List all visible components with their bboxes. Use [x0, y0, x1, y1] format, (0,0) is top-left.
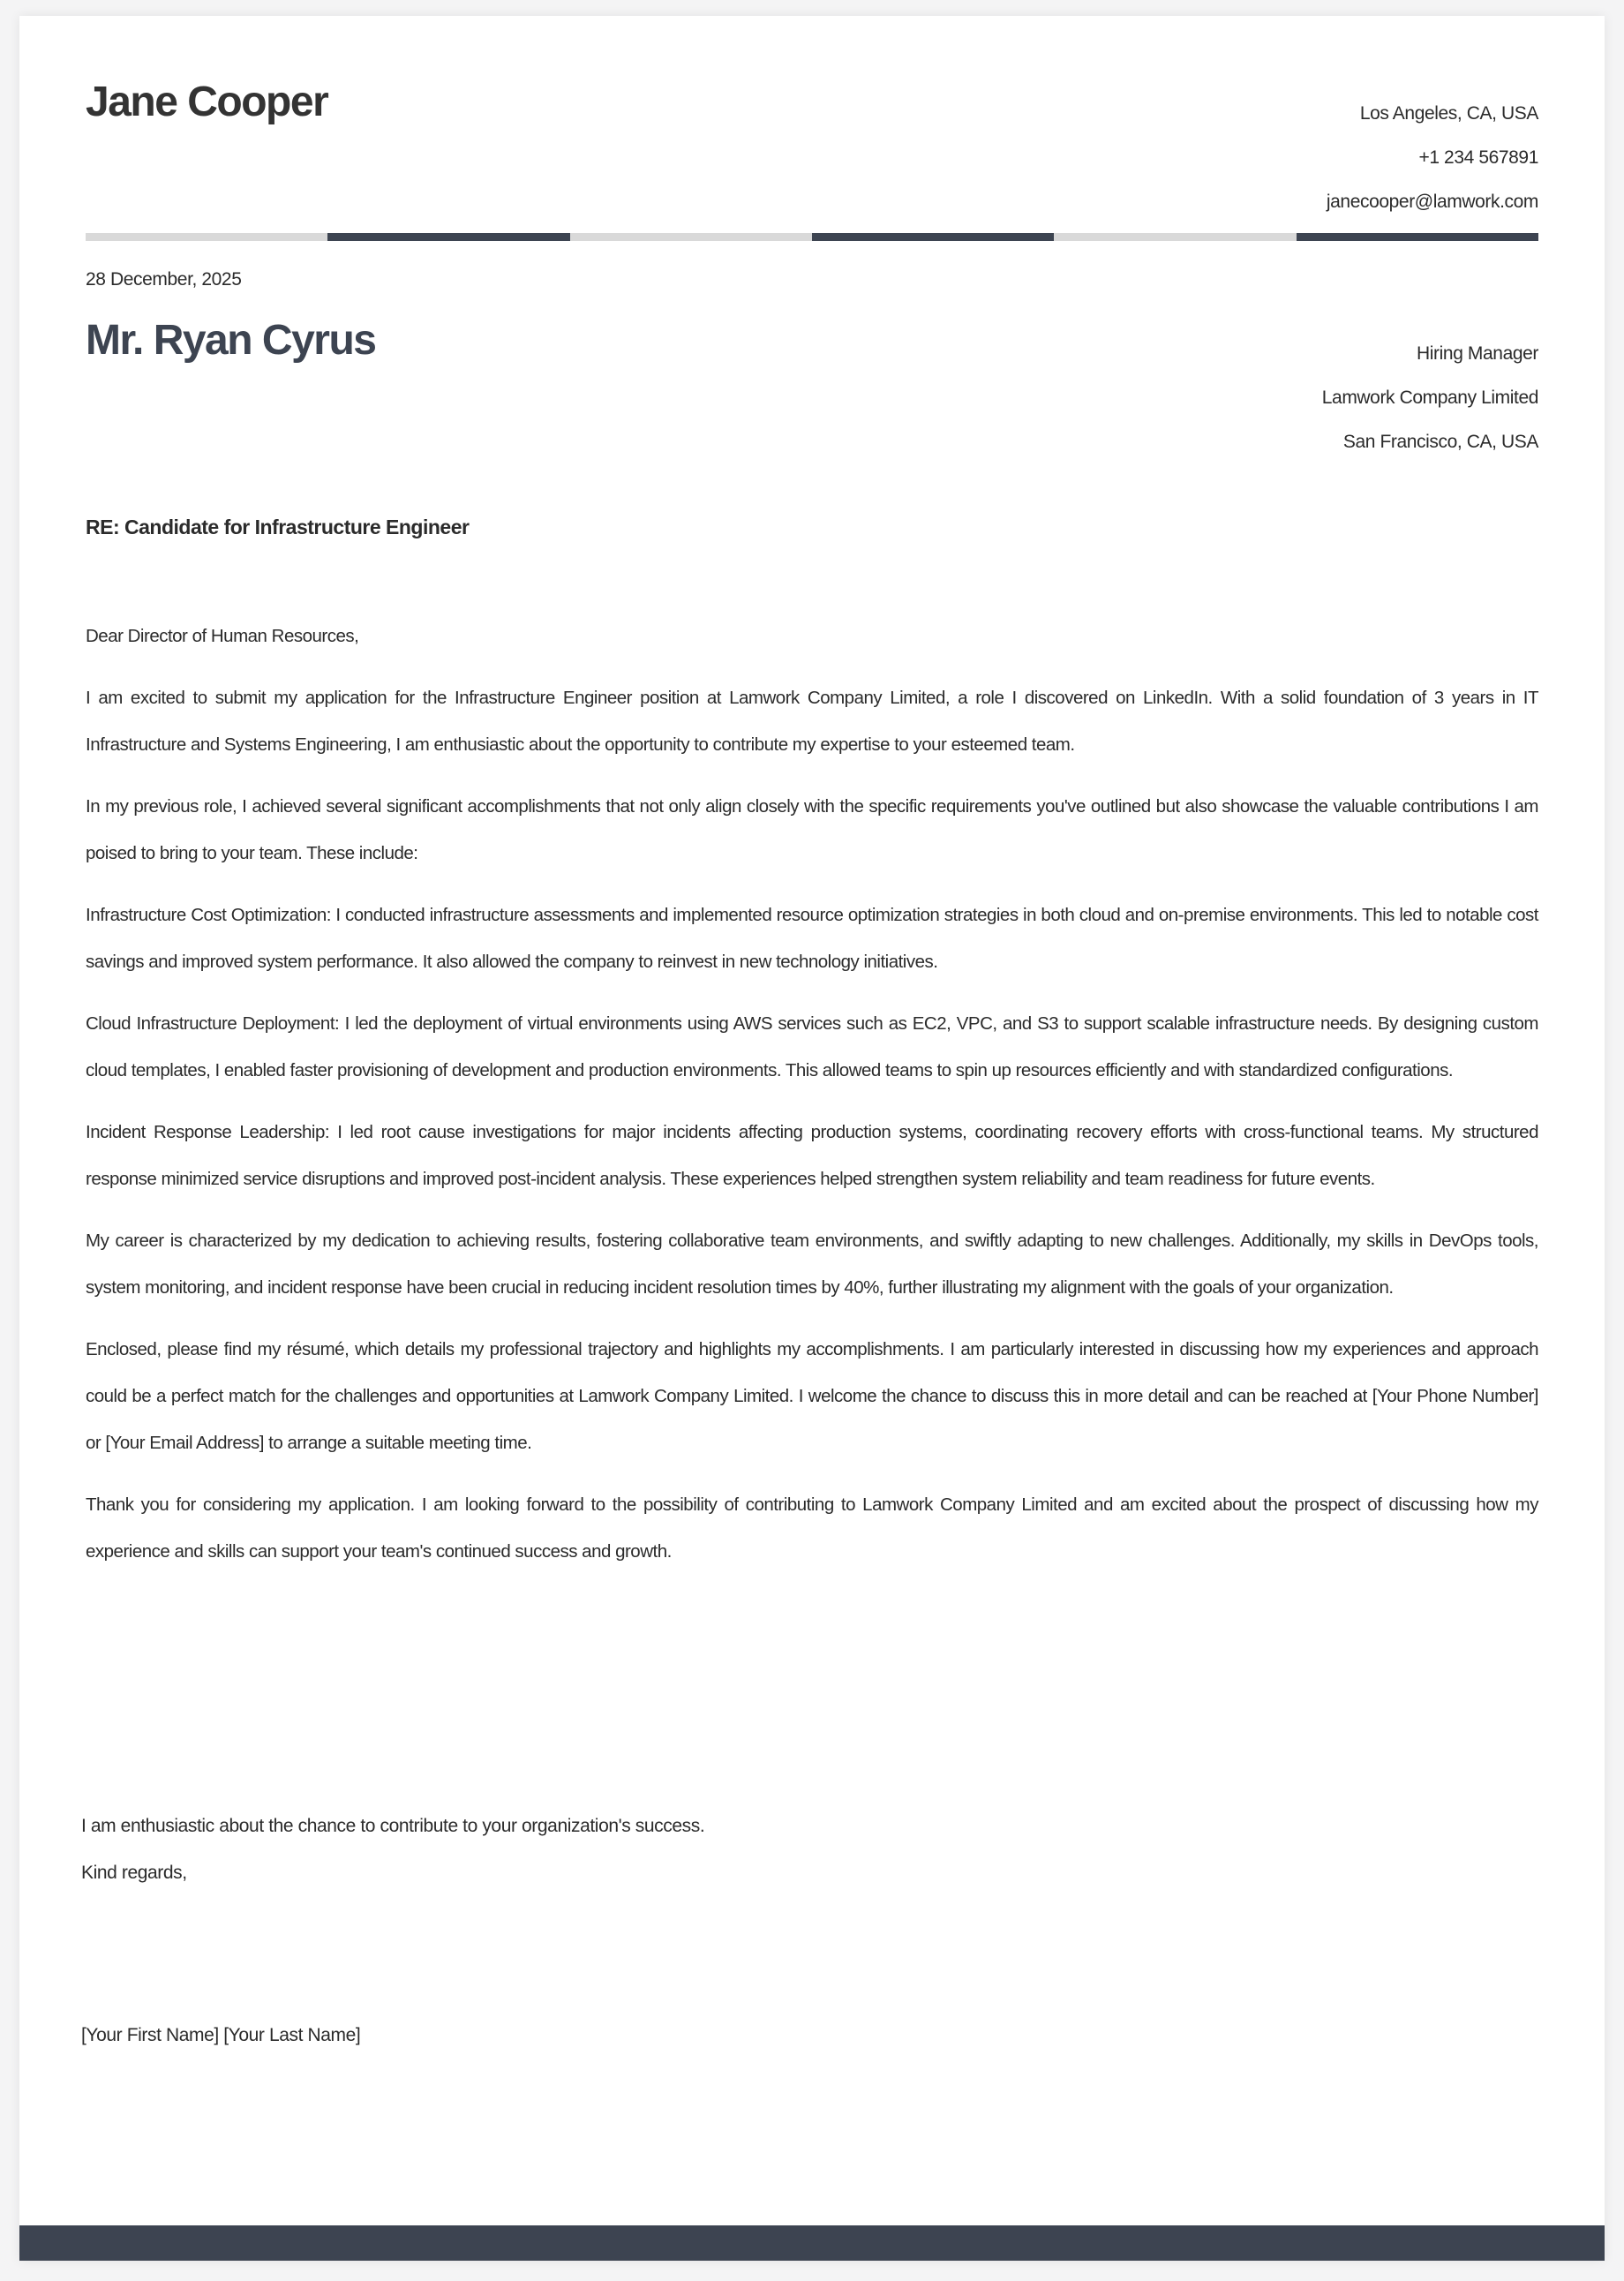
- divider-segment: [1297, 233, 1538, 241]
- sender-name: Jane Cooper: [86, 79, 328, 125]
- recipient-location: San Francisco, CA, USA: [1342, 432, 1538, 452]
- closing-regards: Kind regards,: [81, 1863, 187, 1883]
- divider-segment: [327, 233, 569, 241]
- signature: [Your First Name] [Your Last Name]: [81, 2025, 361, 2045]
- divider-segment: [86, 233, 327, 241]
- closing: [81, 1803, 704, 1896]
- divider-segment: [1054, 233, 1296, 241]
- letter-body: [86, 613, 1538, 1590]
- recipient-info: [1322, 332, 1538, 464]
- footer-bar: [19, 2225, 1605, 2261]
- recipient-title: Hiring Manager: [1417, 343, 1538, 364]
- paragraph: Incident Response Leadership: I led root cause investigations for major incidents affecting production systems, coordinating recovery efforts with cross-functional teams. My structured response minimized service disruptions and improved post-incident analysis. These experiences helped strengthen system reliability and team readiness for future events.: [86, 1122, 1538, 1189]
- divider-segment: [570, 233, 812, 241]
- paragraph: My career is characterized by my dedication to achieving results, fostering collaborative team environments, and swiftly adapting to new challenges. Additionally, my skills in DevOps tools, system monitoring, and incident response have been crucial in reducing incident resolution times by 40%, further illustrating my alignment with the goals of your organization.: [86, 1231, 1538, 1298]
- sender-location: Los Angeles, CA, USA: [1359, 103, 1538, 124]
- divider-segment: [812, 233, 1054, 241]
- letter-date: 28 December, 2025: [86, 269, 242, 290]
- paragraph: In my previous role, I achieved several significant accomplishments that not only align closely with the specific requirements you've outlined but also showcase the valuable contributions I am poised to bring to your team. These include:: [86, 796, 1538, 863]
- closing-line: I am enthusiastic about the chance to contribute to your organization's success.: [81, 1816, 705, 1836]
- subject-line: RE: Candidate for Infrastructure Engineer: [86, 516, 470, 538]
- paragraph: Thank you for considering my application. I am looking forward to the possibility of contributing to Lamwork Company Limited and am excited about the prospect of discussing how my experience and skills can support your team's continued success and growth.: [86, 1494, 1538, 1562]
- recipient-name: Mr. Ryan Cyrus: [86, 317, 376, 364]
- sender-email: janecooper@lamwork.com: [1326, 192, 1538, 212]
- divider-bar: [86, 233, 1538, 241]
- sender-contact: [1327, 92, 1538, 224]
- letter-page: [19, 16, 1605, 2261]
- paragraph: Infrastructure Cost Optimization: I conducted infrastructure assessments and implemented resource optimization strategies in both cloud and on-premise environments. This led to notable cost savings and improved system performance. It also allowed the company to reinvest in new technology initiatives.: [86, 905, 1538, 972]
- paragraph: Cloud Infrastructure Deployment: I led the deployment of virtual environments using AWS services such as EC2, VPC, and S3 to support scalable infrastructure needs. By designing custom cloud templates, I enabled faster provisioning of development and production environments. This allowed teams to spin up resources efficiently and with standardized configurations.: [86, 1013, 1538, 1080]
- recipient-company: Lamwork Company Limited: [1321, 388, 1538, 408]
- paragraph: Enclosed, please find my résumé, which details my professional trajectory and highlights my accomplishments. I am particularly interested in discussing how my experiences and approach could be a perfect match for the challenges and opportunities at Lamwork Company Limited. I welcome the chance to discuss this in more detail and can be reached at [Your Phone Number] or [Your Email Address] to arrange a suitable meeting time.: [86, 1339, 1538, 1453]
- salutation: Dear Director of Human Resources,: [86, 626, 359, 646]
- paragraph: I am excited to submit my application for the Infrastructure Engineer position at Lamwork Company Limited, a role I discovered on LinkedIn. With a solid foundation of 3 years in IT Infrastructure and Systems Engineering, I am enthusiastic about the opportunity to contribute my expertise to your esteemed team.: [86, 688, 1538, 755]
- sender-phone: +1 234 567891: [1418, 147, 1538, 168]
